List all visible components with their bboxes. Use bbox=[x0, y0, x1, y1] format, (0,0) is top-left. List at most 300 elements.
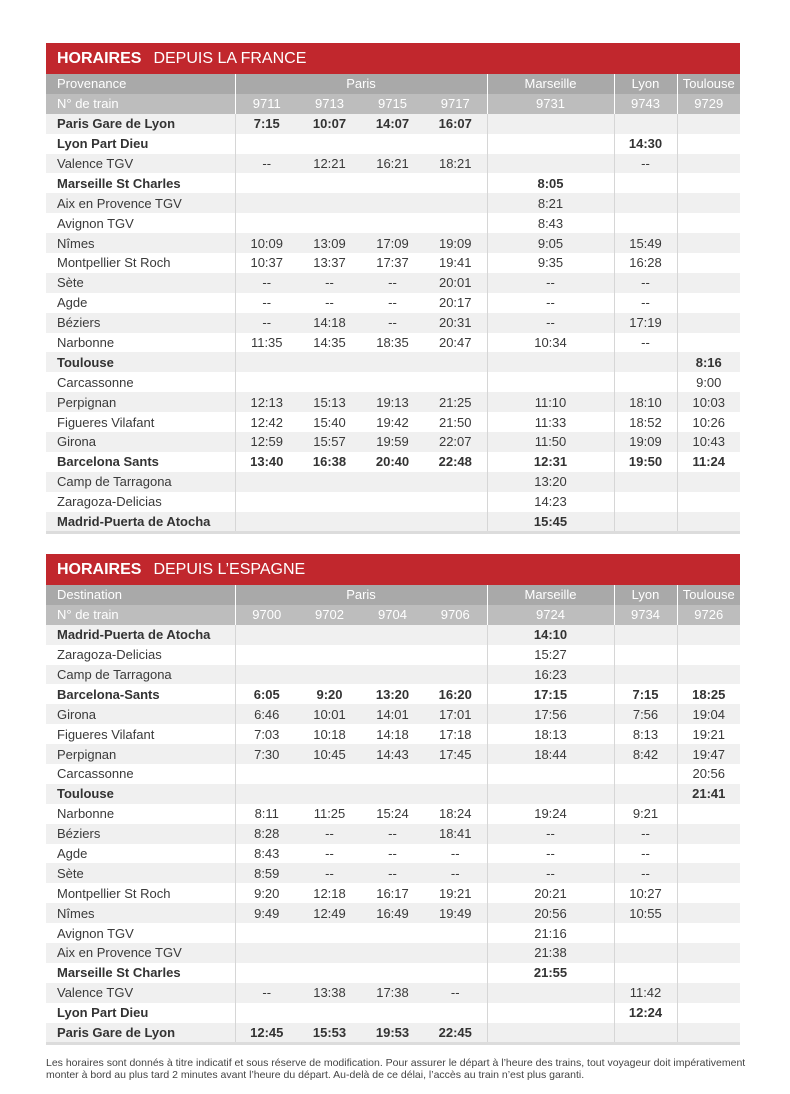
time-cell: 18:21 bbox=[424, 154, 487, 174]
timetable-from-france bbox=[46, 43, 740, 534]
time-cell bbox=[677, 983, 740, 1003]
time-cell bbox=[235, 764, 298, 784]
station-name: Zaragoza-Delicias bbox=[57, 647, 162, 663]
time-cell bbox=[235, 943, 298, 963]
time-cell bbox=[235, 352, 298, 372]
time-cell: 12:24 bbox=[614, 1003, 677, 1023]
time-cell bbox=[361, 352, 424, 372]
time-cell: 17:09 bbox=[361, 233, 424, 253]
time-cell: 8:59 bbox=[235, 863, 298, 883]
station-row bbox=[46, 684, 740, 704]
time-cell bbox=[677, 665, 740, 685]
station-name: Figueres Vilafant bbox=[57, 726, 155, 742]
time-cell bbox=[677, 963, 740, 983]
time-cell bbox=[614, 372, 677, 392]
time-cell: 16:20 bbox=[438, 686, 472, 702]
time-cell: 10:01 bbox=[298, 704, 361, 724]
time-cell bbox=[298, 923, 361, 943]
train-number: 9715 bbox=[361, 94, 424, 114]
time-cell bbox=[677, 313, 740, 333]
time-cell bbox=[424, 943, 487, 963]
station-name: Carcassonne bbox=[57, 766, 134, 782]
time-cell: -- bbox=[614, 824, 677, 844]
station-name: Sète bbox=[46, 273, 235, 293]
time-cell: 15:24 bbox=[376, 806, 409, 822]
time-cell bbox=[424, 173, 487, 193]
time-cell: 15:45 bbox=[487, 512, 614, 532]
time-cell bbox=[298, 764, 361, 784]
time-cell: 10:03 bbox=[677, 392, 740, 412]
station-name: Madrid-Puerta de Atocha bbox=[46, 512, 235, 532]
train-number: 9731 bbox=[487, 94, 614, 114]
time-cell bbox=[361, 193, 424, 213]
time-cell bbox=[235, 665, 298, 685]
time-cell: -- bbox=[235, 313, 298, 333]
time-cell: -- bbox=[361, 313, 424, 333]
time-cell: 14:30 bbox=[614, 134, 677, 154]
time-cell bbox=[424, 625, 487, 645]
station-name: Lyon Part Dieu bbox=[57, 1005, 149, 1021]
time-cell bbox=[235, 625, 298, 645]
time-cell: 9:49 bbox=[235, 903, 298, 923]
title-bold: HORAIRES bbox=[57, 560, 142, 578]
station-row bbox=[46, 512, 740, 532]
train-number: 9706 bbox=[424, 605, 487, 625]
time-cell: 19:49 bbox=[424, 903, 487, 923]
time-cell: 11:35 bbox=[235, 333, 298, 353]
time-cell bbox=[677, 625, 740, 645]
time-cell bbox=[677, 273, 740, 293]
time-cell: 13:20 bbox=[487, 472, 614, 492]
station-row bbox=[46, 352, 740, 372]
time-cell: 13:37 bbox=[313, 255, 346, 271]
time-cell: 20:56 bbox=[677, 764, 740, 784]
time-cell: -- bbox=[614, 333, 677, 353]
time-cell: 14:07 bbox=[361, 114, 424, 134]
time-cell: 9:35 bbox=[487, 253, 614, 273]
time-cell bbox=[487, 764, 614, 784]
time-cell: 19:09 bbox=[424, 233, 487, 253]
time-cell bbox=[677, 492, 740, 512]
time-cell: -- bbox=[388, 846, 397, 862]
time-cell bbox=[677, 863, 740, 883]
train-number: 9713 bbox=[298, 94, 361, 114]
time-cell: -- bbox=[614, 863, 677, 883]
time-cell bbox=[361, 764, 424, 784]
time-cell: 17:19 bbox=[614, 313, 677, 333]
time-cell bbox=[361, 213, 424, 233]
train-number-row bbox=[46, 94, 740, 114]
time-cell bbox=[677, 824, 740, 844]
train-number: 9724 bbox=[487, 605, 614, 625]
time-cell: -- bbox=[298, 273, 361, 293]
time-cell bbox=[614, 963, 677, 983]
time-cell: 12:45 bbox=[235, 1023, 298, 1043]
time-cell bbox=[235, 193, 298, 213]
time-cell: 10:07 bbox=[298, 114, 361, 134]
time-cell: 14:43 bbox=[361, 744, 424, 764]
station-row bbox=[46, 253, 740, 273]
station-name: Paris Gare de Lyon bbox=[46, 1023, 235, 1043]
train-number: 9717 bbox=[424, 94, 487, 114]
time-cell: 16:07 bbox=[424, 114, 487, 134]
time-cell: 7:56 bbox=[614, 704, 677, 724]
time-cell: 15:49 bbox=[614, 233, 677, 253]
table-bottom-rule bbox=[46, 531, 740, 534]
time-cell bbox=[487, 134, 614, 154]
time-cell: -- bbox=[450, 846, 460, 862]
time-cell bbox=[677, 903, 740, 923]
time-cell bbox=[487, 114, 614, 134]
time-cell bbox=[424, 372, 487, 392]
time-cell bbox=[424, 764, 487, 784]
station-name: Avignon TGV bbox=[57, 925, 134, 941]
time-cell: 19:41 bbox=[438, 255, 472, 271]
station-name: Agde bbox=[57, 846, 88, 862]
time-cell bbox=[677, 114, 740, 134]
title-rest: DEPUIS L’ESPAGNE bbox=[153, 560, 306, 578]
time-cell: 15:57 bbox=[298, 432, 361, 452]
time-cell: 11:10 bbox=[487, 392, 614, 412]
time-cell: 19:59 bbox=[361, 432, 424, 452]
time-cell: 7:30 bbox=[235, 744, 298, 764]
time-cell bbox=[361, 372, 424, 392]
station-name: Madrid-Puerta de Atocha bbox=[46, 625, 235, 645]
station-name: Béziers bbox=[46, 824, 235, 844]
time-cell: 21:16 bbox=[487, 923, 614, 943]
time-cell bbox=[298, 472, 361, 492]
time-cell: 19:24 bbox=[487, 804, 614, 824]
time-cell bbox=[235, 213, 298, 233]
station-name: Carcassonne bbox=[57, 374, 134, 390]
station-row bbox=[46, 213, 740, 233]
station-name: Valence TGV bbox=[46, 983, 235, 1003]
station-row bbox=[46, 114, 740, 134]
section-title bbox=[46, 43, 740, 74]
time-cell: 8:43 bbox=[235, 844, 298, 864]
time-cell: 9:05 bbox=[487, 233, 614, 253]
station-row bbox=[46, 943, 740, 963]
time-cell: -- bbox=[614, 293, 677, 313]
station-name: Agde bbox=[57, 295, 88, 311]
time-cell: 19:47 bbox=[677, 744, 740, 764]
time-cell bbox=[677, 333, 740, 353]
group-paris: Paris bbox=[235, 74, 487, 94]
time-cell bbox=[677, 233, 740, 253]
time-cell: 10:34 bbox=[487, 333, 614, 353]
time-cell bbox=[677, 804, 740, 824]
time-cell: 19:13 bbox=[361, 392, 424, 412]
station-name: Paris Gare de Lyon bbox=[46, 114, 235, 134]
section-title bbox=[46, 554, 740, 585]
station-row bbox=[46, 313, 740, 333]
time-cell bbox=[361, 665, 424, 685]
station-name: Narbonne bbox=[57, 806, 115, 822]
time-cell: 20:17 bbox=[438, 295, 472, 311]
time-cell: 20:01 bbox=[424, 273, 487, 293]
time-cell: 16:21 bbox=[361, 154, 424, 174]
time-cell bbox=[677, 512, 740, 532]
time-cell: 10:43 bbox=[677, 432, 740, 452]
time-cell bbox=[298, 372, 361, 392]
time-cell: 17:56 bbox=[487, 704, 614, 724]
time-cell bbox=[361, 472, 424, 492]
group-lyon: Lyon bbox=[614, 74, 677, 94]
time-cell bbox=[424, 512, 487, 532]
time-cell: 18:41 bbox=[424, 824, 487, 844]
title-bold: HORAIRES bbox=[57, 49, 142, 67]
time-cell: 13:20 bbox=[375, 686, 410, 702]
time-cell: 19:09 bbox=[614, 432, 677, 452]
time-cell: 18:44 bbox=[487, 744, 614, 764]
station-name: Nîmes bbox=[46, 903, 235, 923]
time-cell bbox=[298, 173, 361, 193]
timetable-spain bbox=[46, 585, 740, 1042]
time-cell: 15:13 bbox=[298, 392, 361, 412]
time-cell: -- bbox=[487, 313, 614, 333]
time-cell: 8:42 bbox=[614, 744, 677, 764]
time-cell bbox=[235, 784, 298, 804]
time-cell: 9:20 bbox=[316, 686, 343, 702]
table-bottom-rule bbox=[46, 1042, 740, 1045]
time-cell: 11:50 bbox=[487, 432, 614, 452]
time-cell: 7:15 bbox=[235, 114, 298, 134]
time-cell bbox=[235, 645, 298, 665]
station-name: Toulouse bbox=[46, 784, 235, 804]
time-cell bbox=[298, 784, 361, 804]
time-cell: 18:25 bbox=[677, 684, 740, 704]
station-row bbox=[46, 824, 740, 844]
time-cell: -- bbox=[614, 844, 677, 864]
station-row bbox=[46, 645, 740, 665]
time-cell bbox=[677, 883, 740, 903]
time-cell bbox=[614, 784, 677, 804]
time-cell bbox=[361, 492, 424, 512]
time-cell: 8:43 bbox=[487, 213, 614, 233]
time-cell bbox=[361, 943, 424, 963]
time-cell bbox=[424, 784, 487, 804]
station-row bbox=[46, 452, 740, 472]
time-cell: 12:21 bbox=[298, 154, 361, 174]
station-name: Perpignan bbox=[46, 392, 235, 412]
time-cell: -- bbox=[424, 983, 487, 1003]
time-cell: 21:38 bbox=[487, 943, 614, 963]
time-cell bbox=[614, 764, 677, 784]
time-cell bbox=[677, 213, 740, 233]
time-cell bbox=[677, 154, 740, 174]
station-name: Aix en Provence TGV bbox=[46, 943, 235, 963]
time-cell: 11:42 bbox=[614, 983, 677, 1003]
time-cell bbox=[677, 293, 740, 313]
time-cell: 10:09 bbox=[235, 233, 298, 253]
time-cell bbox=[298, 352, 361, 372]
group-lyon: Lyon bbox=[614, 585, 677, 605]
station-name: Sète bbox=[46, 863, 235, 883]
time-cell bbox=[298, 193, 361, 213]
time-cell: 17:01 bbox=[424, 704, 487, 724]
train-number-row bbox=[46, 605, 740, 625]
time-cell: 20:40 bbox=[375, 454, 410, 470]
station-name: Marseille St Charles bbox=[57, 175, 181, 191]
station-name: Camp de Tarragona bbox=[46, 665, 235, 685]
time-cell bbox=[235, 492, 298, 512]
time-cell: 10:18 bbox=[313, 726, 346, 742]
time-cell bbox=[487, 1023, 614, 1043]
station-row bbox=[46, 1003, 740, 1023]
time-cell bbox=[361, 963, 424, 983]
train-number-label: N° de train bbox=[46, 605, 235, 625]
time-cell: 19:21 bbox=[677, 724, 740, 744]
station-row bbox=[46, 293, 740, 313]
time-cell bbox=[424, 645, 487, 665]
train-number: 9726 bbox=[677, 605, 740, 625]
time-cell: 22:48 bbox=[438, 454, 472, 470]
time-cell: -- bbox=[325, 846, 334, 862]
time-cell bbox=[298, 492, 361, 512]
train-number-label: N° de train bbox=[46, 94, 235, 114]
time-cell: 12:49 bbox=[298, 903, 361, 923]
time-cell bbox=[614, 173, 677, 193]
station-row bbox=[46, 432, 740, 452]
header-label: Provenance bbox=[46, 74, 235, 94]
time-cell bbox=[424, 963, 487, 983]
time-cell: 17:38 bbox=[361, 983, 424, 1003]
time-cell: 11:24 bbox=[677, 452, 740, 472]
time-cell: 17:15 bbox=[487, 684, 614, 704]
time-cell bbox=[677, 923, 740, 943]
station-row bbox=[46, 903, 740, 923]
time-cell: 14:01 bbox=[361, 704, 424, 724]
time-cell bbox=[298, 943, 361, 963]
station-name: Perpignan bbox=[46, 744, 235, 764]
time-cell: 8:05 bbox=[487, 173, 614, 193]
time-cell bbox=[677, 253, 740, 273]
time-cell: 20:56 bbox=[487, 903, 614, 923]
time-cell: 12:13 bbox=[235, 392, 298, 412]
time-cell bbox=[487, 983, 614, 1003]
time-cell: 13:09 bbox=[298, 233, 361, 253]
time-cell bbox=[235, 512, 298, 532]
train-number: 9704 bbox=[361, 605, 424, 625]
time-cell: 21:50 bbox=[438, 414, 472, 430]
time-cell: 21:41 bbox=[677, 784, 740, 804]
time-cell bbox=[614, 352, 677, 372]
train-number: 9711 bbox=[235, 94, 298, 114]
station-row bbox=[46, 784, 740, 804]
time-cell: 16:49 bbox=[361, 903, 424, 923]
time-cell: -- bbox=[298, 824, 361, 844]
time-cell: 10:55 bbox=[614, 903, 677, 923]
time-cell: 11:33 bbox=[487, 412, 614, 432]
time-cell bbox=[487, 372, 614, 392]
time-cell: 14:10 bbox=[487, 625, 614, 645]
time-cell: 18:10 bbox=[614, 392, 677, 412]
time-cell: 15:40 bbox=[313, 414, 346, 430]
time-cell: 9:21 bbox=[614, 804, 677, 824]
station-name: Montpellier St Roch bbox=[57, 885, 171, 901]
time-cell: 17:37 bbox=[376, 255, 409, 271]
time-cell: 20:21 bbox=[487, 883, 614, 903]
train-number: 9743 bbox=[614, 94, 677, 114]
time-cell bbox=[614, 492, 677, 512]
time-cell bbox=[298, 1003, 361, 1023]
station-row bbox=[46, 804, 740, 824]
time-cell bbox=[298, 213, 361, 233]
title-rest: DEPUIS LA FRANCE bbox=[153, 49, 307, 67]
time-cell bbox=[424, 923, 487, 943]
time-cell: 11:25 bbox=[313, 806, 346, 822]
time-cell: 20:47 bbox=[438, 335, 472, 351]
station-row bbox=[46, 883, 740, 903]
group-toulouse: Toulouse bbox=[677, 74, 740, 94]
time-cell bbox=[677, 1023, 740, 1043]
station-row bbox=[46, 744, 740, 764]
station-row bbox=[46, 173, 740, 193]
time-cell bbox=[235, 1003, 298, 1023]
group-header-row bbox=[46, 585, 740, 605]
time-cell bbox=[298, 134, 361, 154]
time-cell: 14:35 bbox=[313, 335, 346, 351]
station-row bbox=[46, 923, 740, 943]
time-cell bbox=[614, 472, 677, 492]
time-cell: -- bbox=[487, 824, 614, 844]
time-cell: 15:27 bbox=[487, 645, 614, 665]
time-cell: -- bbox=[298, 863, 361, 883]
station-name: Girona bbox=[46, 704, 235, 724]
station-row bbox=[46, 764, 740, 784]
time-cell bbox=[361, 173, 424, 193]
station-name: Toulouse bbox=[46, 352, 235, 372]
time-cell: 22:07 bbox=[424, 432, 487, 452]
time-cell bbox=[614, 923, 677, 943]
station-name: Figueres Vilafant bbox=[57, 414, 155, 430]
time-cell bbox=[235, 134, 298, 154]
time-cell: 17:45 bbox=[424, 744, 487, 764]
time-cell: 6:05 bbox=[235, 684, 298, 704]
station-name: Aix en Provence TGV bbox=[46, 193, 235, 213]
time-cell: -- bbox=[235, 293, 298, 313]
station-name: Lyon Part Dieu bbox=[57, 136, 149, 152]
train-number: 9729 bbox=[677, 94, 740, 114]
group-header-row bbox=[46, 74, 740, 94]
time-cell: -- bbox=[487, 293, 614, 313]
time-cell: 20:31 bbox=[424, 313, 487, 333]
time-cell: 7:03 bbox=[235, 724, 298, 744]
time-cell: 6:46 bbox=[235, 704, 298, 724]
station-name: Girona bbox=[46, 432, 235, 452]
time-cell bbox=[614, 665, 677, 685]
timetable-france bbox=[46, 74, 740, 531]
disclaimer-footnote: Les horaires sont donnés à titre indicatif et sous réserve de modification. Pour assurer le départ à l’heure des trains, tout voyageur doit impérativement monter à bord au plus tard 2 minutes avant l’heure du départ. Au-delà de ce délai, l’accès au train n’est plus garanti. bbox=[46, 1057, 746, 1081]
time-cell bbox=[614, 193, 677, 213]
time-cell: 13:40 bbox=[235, 452, 298, 472]
time-cell bbox=[361, 1003, 424, 1023]
time-cell bbox=[361, 134, 424, 154]
time-cell: 22:45 bbox=[424, 1023, 487, 1043]
time-cell: 18:35 bbox=[376, 335, 409, 351]
time-cell: 8:21 bbox=[487, 193, 614, 213]
header-label: Destination bbox=[46, 585, 235, 605]
time-cell: 19:42 bbox=[376, 414, 409, 430]
time-cell bbox=[424, 472, 487, 492]
station-row bbox=[46, 844, 740, 864]
time-cell: -- bbox=[235, 983, 298, 1003]
time-cell bbox=[361, 645, 424, 665]
station-row bbox=[46, 154, 740, 174]
station-name: Valence TGV bbox=[46, 154, 235, 174]
train-number: 9702 bbox=[298, 605, 361, 625]
station-row bbox=[46, 704, 740, 724]
